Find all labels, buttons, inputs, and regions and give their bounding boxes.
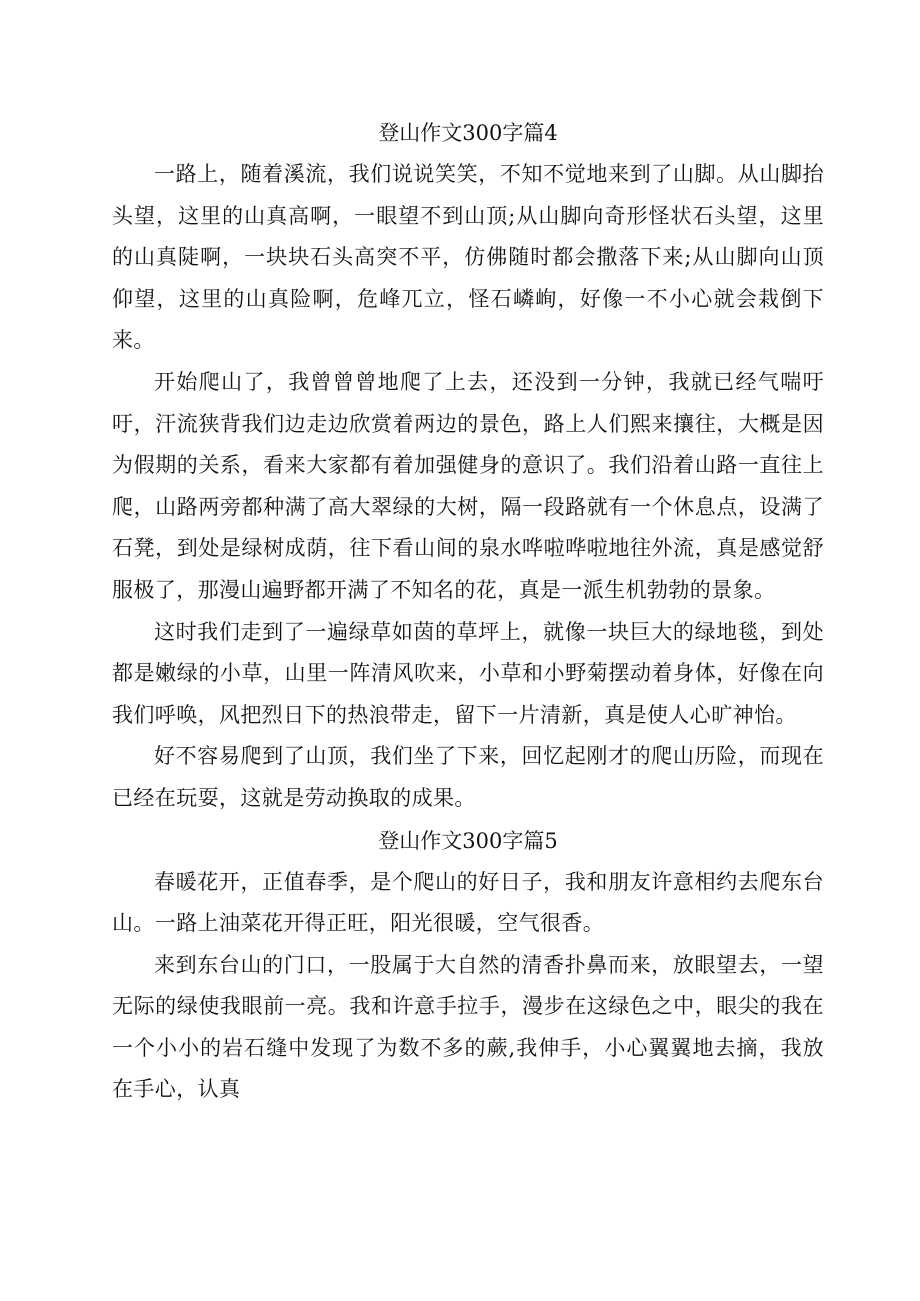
paragraph: 这时我们走到了一遍绿草如茵的草坪上，就像一块巨大的绿地毯，到处都是嫩绿的小草，山里一阵清风吹来，小草和小野菊摆动着身体，好像在向我们呼唤，风把烈日下的热浪带走，留下一片清新，真是使人心旷神怡。 <box>112 619 824 727</box>
section-title-5: 登山作文300字篇5 <box>378 828 558 853</box>
paragraph: 开始爬山了，我曾曾曾地爬了上去，还没到一分钟，我就已经气喘吁吁，汗流狭背我们边走边欣赏着两边的景色，路上人们熙来攘往，大概是因为假期的关系，看来大家都有着加强健身的意识了。我们沿着山路一直往上爬，山路两旁都种满了高大翠绿的大树，隔一段路就有一个休息点，设满了石凳，到处是绿树成荫，往下看山间的泉水哗啦哗啦地往外流，真是感觉舒服极了，那漫山遍野都开满了不知名的花，真是一派生机勃勃的景象。 <box>112 369 824 602</box>
paragraph: 一路上，随着溪流，我们说说笑笑，不知不觉地来到了山脚。从山脚抬头望，这里的山真高啊，一眼望不到山顶;从山脚向奇形怪状石头望，这里的山真陡啊，一块块石头高突不平，仿佛随时都会撒落下来;从山脚向山顶仰望，这里的山真险啊，危峰兀立，怪石嶙峋，好像一不小心就会栽倒下来。 <box>112 162 824 353</box>
section-title-4: 登山作文300字篇4 <box>378 121 558 145</box>
paragraph: 好不容易爬到了山顶，我们坐了下来，回忆起刚才的爬山历险，而现在已经在玩耍，这就是劳动换取的成果。 <box>112 744 824 810</box>
document-page <box>112 112 824 1111</box>
paragraph: 春暖花开，正值春季，是个爬山的好日子，我和朋友许意相约去爬东台山。一路上油菜花开得正旺，阳光很暖，空气很香。 <box>112 869 824 936</box>
paragraph: 来到东台山的门口，一股属于大自然的清香扑鼻而来，放眼望去，一望无际的绿使我眼前一亮。我和许意手拉手，漫步在这绿色之中，眼尖的我在一个小小的岩石缝中发现了为数不多的蕨,我伸手，小心翼翼地去摘，我放在手心，认真 <box>112 952 824 1102</box>
